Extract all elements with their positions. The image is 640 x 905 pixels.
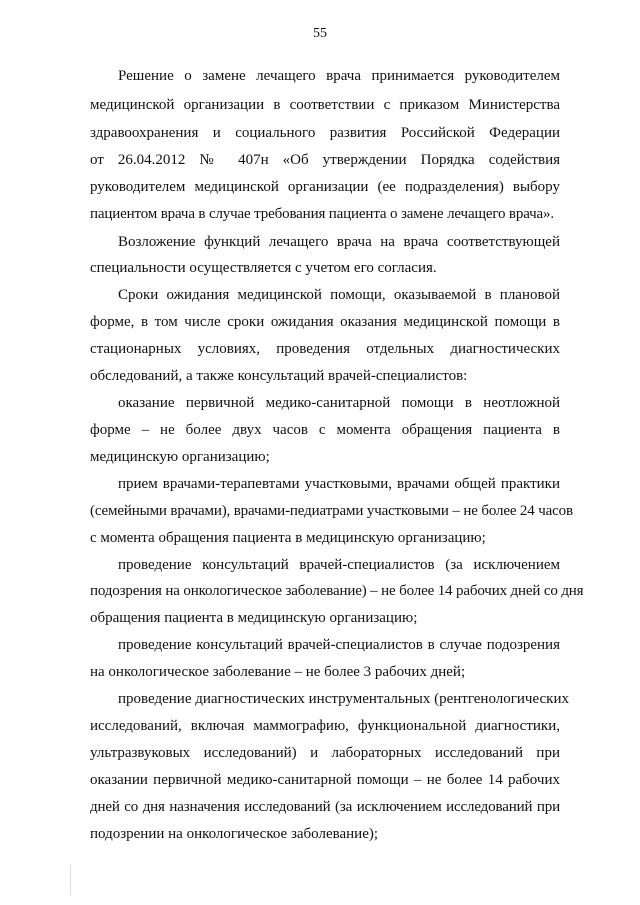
text-line: прием врачами-терапевтами участковыми, врачами общей практики: [118, 476, 560, 492]
text-line: проведение диагностических инструментальных (рентгенологических: [118, 691, 569, 707]
text-line: подозрении на онкологическое заболевание);: [90, 826, 379, 842]
text-line: специальности осуществляется с учетом его согласия.: [90, 260, 437, 276]
text-line: проведение консультаций врачей-специалистов в случае подозрения: [118, 637, 560, 653]
text-line: стационарных условиях, проведения отдельных диагностических: [90, 341, 560, 357]
scan-margin-mark: [70, 865, 71, 895]
text-line: с момента обращения пациента в медицинскую организацию;: [90, 530, 486, 546]
text-line: исследований, включая маммографию, функциональной диагностики,: [90, 718, 560, 734]
text-line: здравоохранения и социального развития Российской Федерации: [90, 125, 560, 141]
text-line: проведение консультаций врачей-специалистов (за исключением: [118, 557, 560, 573]
text-line: пациентом врача в случае требования пациента о замене лечащего врача».: [90, 206, 554, 222]
text-line: руководителем медицинской организации (ее подразделения) выбору: [90, 179, 560, 195]
text-line: Решение о замене лечащего врача принимается руководителем: [118, 68, 560, 84]
text-line: дней со дня назначения исследований (за исключением исследований при: [90, 799, 560, 815]
text-line: на онкологическое заболевание – не более 3 рабочих дней;: [90, 664, 466, 680]
text-line: ультразвуковых исследований) и лабораторных исследований при: [90, 745, 560, 761]
text-line: оказание первичной медико-санитарной помощи в неотложной: [118, 395, 560, 411]
text-line: форме – не более двух часов с момента обращения пациента в: [90, 422, 560, 438]
text-line: (семейными врачами), врачами-педиатрами участковыми – не более 24 часов: [90, 503, 573, 519]
text-line: медицинской организации в соответствии с приказом Министерства: [90, 97, 560, 113]
text-line: обращения пациента в медицинскую организацию;: [90, 610, 418, 626]
text-line: обследований, а также консультаций врачей-специалистов:: [90, 368, 468, 384]
text-line: подозрения на онкологическое заболевание) – не более 14 рабочих дней со дня: [90, 583, 584, 599]
text-line: от 26.04.2012 № 407н «Об утверждении Порядка содействия: [90, 152, 560, 168]
text-line: Возложение функций лечащего врача на врача соответствующей: [118, 234, 560, 250]
text-line: оказании первичной медико-санитарной помощи – не более 14 рабочих: [90, 772, 560, 788]
page-number: 55: [313, 26, 327, 41]
text-line: медицинскую организацию;: [90, 449, 270, 465]
text-line: Сроки ожидания медицинской помощи, оказываемой в плановой: [118, 287, 560, 303]
text-line: форме, в том числе сроки ожидания оказания медицинской помощи в: [90, 314, 560, 330]
